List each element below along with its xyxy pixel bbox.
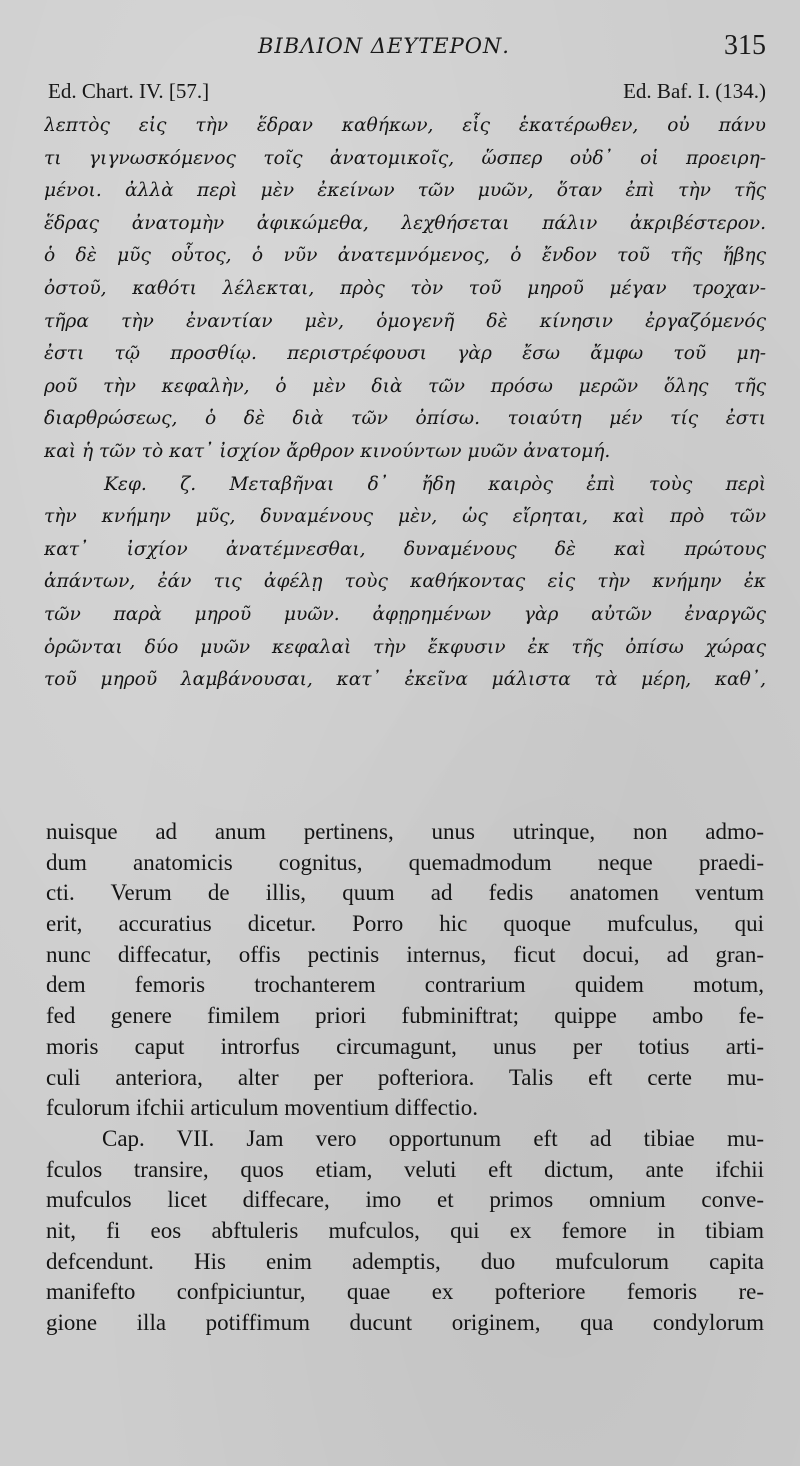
latin-line: fculos transire, quos etiam, veluti eft dictum, ante ifchii xyxy=(46,1156,764,1182)
greek-line: ὀστοῦ, καθότι λέλεκται, πρὸς τὸν τοῦ μηροῦ μέγαν τροχαν- xyxy=(44,277,766,299)
greek-line: καὶ ἡ τῶν τὸ κατ᾽ ἰσχίον ἄρθρον κινούντων μυῶν ἀνατομή. xyxy=(44,440,611,462)
running-head: ΒΙΒΛΙΟΝ ΔΕΥΤΕΡΟΝ. xyxy=(258,34,510,58)
greek-line: διαρθρώσεως, ὁ δὲ διὰ τῶν ὀπίσω. τοιαύτη μέν τίς ἐστι xyxy=(44,408,766,430)
greek-line: ὁρῶνται δύο μυῶν κεφαλαὶ τὴν ἔκφυσιν ἐκ τῆς ὀπίσω χώρας xyxy=(44,636,766,658)
latin-text xyxy=(46,817,764,1339)
latin-line: dem femoris trochanterem contrarium quidem motum, xyxy=(46,972,764,998)
greek-line: μένοι. ἀλλὰ περὶ μὲν ἐκείνων τῶν μυῶν, ὅταν ἐπὶ τὴν τῆς xyxy=(44,180,766,202)
latin-line: moris caput introrfus circumagunt, unus per totius arti- xyxy=(46,1033,764,1059)
latin-line: nunc diffecatur, offis pectinis internus, ficut docui, ad gran- xyxy=(46,941,764,967)
greek-line: ροῦ τὴν κεφαλὴν, ὁ μὲν διὰ τῶν πρόσω μερῶν ὅλης τῆς xyxy=(44,375,766,397)
greek-line: ἐστι τῷ προσθίῳ. περιστρέφουσι γὰρ ἔσω ἄμφω τοῦ μη- xyxy=(44,343,766,365)
greek-chapter-heading-line: Κεφ. ζ. Μεταβῆναι δ᾽ ἤδη καιρὸς ἐπὶ τοὺς περὶ xyxy=(104,473,766,495)
latin-line: nit, fi eos abftuleris mufculos, qui ex femore in tibiam xyxy=(46,1217,764,1243)
latin-line: erit, accuratius dicetur. Porro hic quoque mufculus, qui xyxy=(46,911,764,937)
greek-line: λεπτὸς εἰς τὴν ἕδραν καθήκων, εἷς ἑκατέρωθεν, οὐ πάνυ xyxy=(44,115,766,136)
latin-line: fed genere fimilem priori fubminiftrat; quippe ambo fe- xyxy=(46,1003,764,1029)
greek-line: ἁπάντων, ἐάν τις ἀφέλῃ τοὺς καθήκοντας εἰς τὴν κνήμην ἐκ xyxy=(44,571,766,593)
edition-basel: Ed. Baf. I. (134.) xyxy=(623,79,766,103)
greek-line: τῆρα τὴν ἐναντίαν μὲν, ὁμογενῆ δὲ κίνησιν ἐργαζόμενός xyxy=(44,310,766,332)
greek-line: τὴν κνήμην μῦς, δυναμένους μὲν, ὡς εἴρηται, καὶ πρὸ τῶν xyxy=(44,506,766,528)
latin-line: nuisque ad anum pertinens, unus utrinque, non admo- xyxy=(46,819,764,844)
greek-line: τι γιγνωσκόμενος τοῖς ἀνατομικοῖς, ὥσπερ οὐδ᾽ οἱ προειρη- xyxy=(44,147,766,169)
latin-line: cti. Verum de illis, quum ad fedis anatomen ventum xyxy=(46,880,764,906)
latin-line: gione illa potiffimum ducunt originem, qua condylorum xyxy=(46,1310,764,1335)
edition-line xyxy=(48,79,766,104)
latin-line: manifefto confpiciuntur, quae ex pofteriore femoris re- xyxy=(46,1279,764,1305)
latin-line: culi anteriora, alter per pofteriora. Talis eft certe mu- xyxy=(46,1064,764,1090)
greek-line: ἕδρας ἀνατομὴν ἀφικώμεθα, λεχθήσεται πάλιν ἀκριβέστερον. xyxy=(44,212,766,234)
latin-chapter-heading-line: Cap. VII. Jam vero opportunum eft ad tibiae mu- xyxy=(102,1125,764,1151)
greek-text xyxy=(44,110,766,697)
latin-line: defcendunt. His enim ademptis, duo mufculorum capita xyxy=(46,1248,764,1274)
latin-line: mufculos licet diffecare, imo et primos omnium conve- xyxy=(46,1187,764,1213)
edition-chartier: Ed. Chart. IV. [57.] xyxy=(48,79,210,103)
greek-line: ὁ δὲ μῦς οὗτος, ὁ νῦν ἀνατεμνόμενος, ὁ ἔνδον τοῦ τῆς ἥβης xyxy=(44,245,766,267)
latin-line: fculorum ifchii articulum moventium diffectio. xyxy=(46,1095,478,1121)
greek-line: τοῦ μηροῦ λαμβάνουσαι, κατ᾽ ἐκεῖνα μάλιστα τὰ μέρη, καθ᾽, xyxy=(44,669,766,691)
latin-line: dum anatomicis cognitus, quemadmodum neque praedi- xyxy=(46,849,764,875)
page-number: 315 xyxy=(724,30,766,61)
greek-line: τῶν παρὰ μηροῦ μυῶν. ἀφῃρημένων γὰρ αὐτῶν ἐναργῶς xyxy=(44,603,766,625)
greek-line: κατ᾽ ἰσχίον ἀνατέμνεσθαι, δυναμένους δὲ καὶ πρώτους xyxy=(44,538,766,560)
